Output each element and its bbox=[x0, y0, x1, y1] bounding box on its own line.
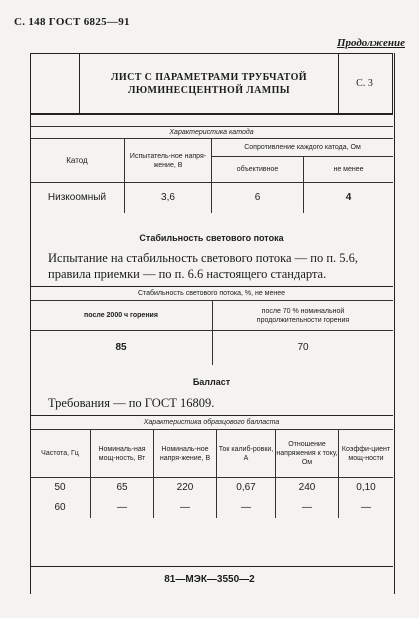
table-cell: — bbox=[217, 498, 276, 518]
flux-value-70pct: 70 bbox=[213, 331, 394, 365]
title-block bbox=[30, 53, 393, 115]
table-cell: 50 bbox=[30, 478, 91, 498]
col-voltage-current-ratio: Отношение напряжения к току, Ом bbox=[276, 430, 339, 478]
cathode-table bbox=[30, 126, 393, 213]
flux-table-caption: Стабильность светового потока, %, не менее bbox=[30, 287, 393, 301]
table-cell: 0,67 bbox=[217, 478, 276, 498]
col-nominal: объективное bbox=[212, 157, 304, 183]
table-cell: 60 bbox=[30, 498, 91, 518]
ballast-heading: Балласт bbox=[192, 377, 231, 387]
col-minimum: не менее bbox=[304, 157, 394, 183]
table-row bbox=[30, 478, 393, 498]
col-frequency: Частота, Гц bbox=[30, 430, 91, 478]
table-cell: — bbox=[91, 498, 154, 518]
flux-heading: Стабильность светового потока bbox=[139, 233, 284, 243]
table-cell: 220 bbox=[154, 478, 217, 498]
table-cell: — bbox=[276, 498, 339, 518]
footer-rule bbox=[30, 566, 393, 567]
col-test-voltage: Испытатель-ное напря-жение, В bbox=[125, 139, 212, 183]
flux-text: Испытание на стабильность светового потока — по п. 5.6, правила приемки — по п. 6.6 настоящего стандарта. bbox=[48, 251, 359, 281]
running-head: С. 148 ГОСТ 6825—91 bbox=[14, 16, 130, 28]
title-line-1: ЛИСТ С ПАРАМЕТРАМИ ТРУБЧАТОЙ bbox=[111, 71, 307, 83]
col-resistance: Сопротивление каждого катода, Ом bbox=[212, 139, 394, 157]
footer-code: 81—МЭК—3550—2 bbox=[164, 574, 255, 585]
cathode-type: Низкоомный bbox=[30, 183, 125, 213]
resistance-nominal: 6 bbox=[212, 183, 304, 213]
table-cell: 0,10 bbox=[339, 478, 394, 498]
ballast-text: Требования — по ГОСТ 16809. bbox=[48, 396, 215, 410]
table-row bbox=[30, 498, 393, 518]
flux-value-2000h: 85 bbox=[30, 331, 213, 365]
col-after-2000h: после 2000 ч горения bbox=[30, 301, 213, 331]
test-voltage: 3,6 bbox=[125, 183, 212, 213]
continuation-label: Продолжение bbox=[336, 37, 405, 49]
table-cell: — bbox=[339, 498, 394, 518]
ballast-table bbox=[30, 415, 393, 518]
col-rated-power: Номиналь-ная мощ-ность, Вт bbox=[91, 430, 154, 478]
title-line-2: ЛЮМИНЕСЦЕНТНОЙ ЛАМПЫ bbox=[127, 84, 291, 96]
ballast-table-caption: Характеристика образцового балласта bbox=[30, 416, 393, 430]
resistance-minimum: 4 bbox=[304, 183, 394, 213]
flux-table bbox=[30, 286, 393, 365]
col-calibration-current: Ток калиб-ровки, А bbox=[217, 430, 276, 478]
col-rated-voltage: Номиналь-ное напря-жение, В bbox=[154, 430, 217, 478]
cathode-table-caption: Характеристика катода bbox=[30, 127, 393, 139]
col-cathode: Катод bbox=[30, 139, 125, 183]
col-power-factor: Коэффи-циент мощ-ности bbox=[339, 430, 394, 478]
table-cell: 240 bbox=[276, 478, 339, 498]
title-block-title bbox=[79, 54, 339, 113]
table-cell: — bbox=[154, 498, 217, 518]
col-after-70pct: после 70 % номинальной продолжительности горения bbox=[213, 301, 394, 331]
table-cell: 65 bbox=[91, 478, 154, 498]
title-block-page: С. 3 bbox=[356, 78, 373, 89]
